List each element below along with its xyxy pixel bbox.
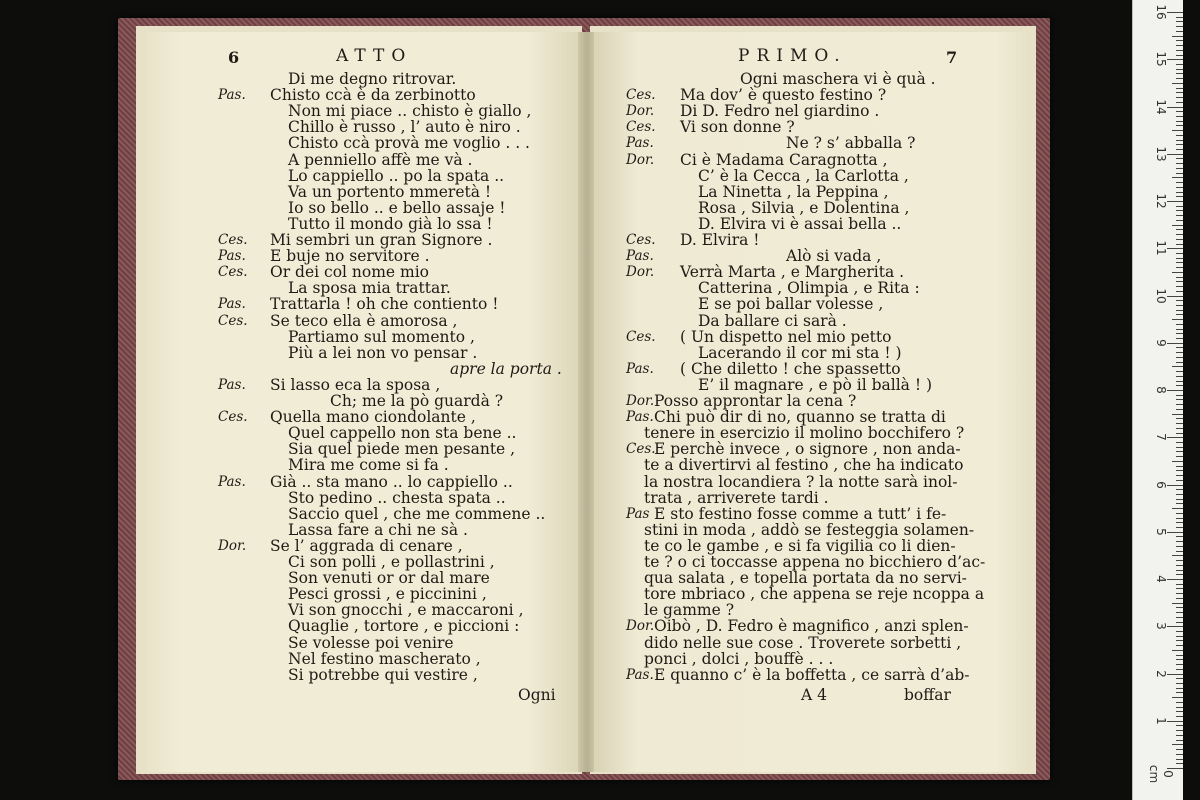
ruler-tick xyxy=(1176,404,1183,405)
ruler-tick xyxy=(1176,92,1183,93)
ruler-tick xyxy=(1176,494,1183,495)
text-line: Se volesse poi venire xyxy=(288,633,454,652)
text-line: Alò si vada , xyxy=(786,247,882,266)
speaker-label: Pas. xyxy=(218,473,246,490)
ruler-tick xyxy=(1176,381,1183,382)
ruler-tick xyxy=(1176,286,1183,287)
ruler-tick xyxy=(1176,669,1183,670)
text-line: Ogni maschera vi è quà . xyxy=(740,70,936,88)
ruler-tick xyxy=(1176,173,1183,174)
text-line: Son venuti or or dal mare xyxy=(288,569,490,588)
ruler-number: 16 xyxy=(1154,4,1168,20)
ruler-tick xyxy=(1176,347,1183,348)
ruler-tick xyxy=(1176,21,1183,22)
ruler-tick xyxy=(1176,73,1183,74)
text-line: E buje no servitore . xyxy=(270,247,430,266)
ruler-tick xyxy=(1176,754,1183,755)
speaker-label: Dor. xyxy=(626,151,655,168)
ruler-tick xyxy=(1176,664,1183,665)
ruler-tick xyxy=(1176,456,1183,457)
ruler-tick xyxy=(1176,593,1183,594)
ruler-tick xyxy=(1176,97,1183,98)
ruler-tick xyxy=(1176,470,1183,471)
ruler-tick xyxy=(1176,111,1183,112)
speaker-label: Ces. xyxy=(626,232,656,248)
ruler-tick xyxy=(1176,433,1183,434)
ruler-tick xyxy=(1176,55,1183,56)
text-line: E’ il magnare , e pò il ballà ! ) xyxy=(698,375,933,394)
ruler-tick xyxy=(1176,376,1183,377)
ruler-tick xyxy=(1176,702,1183,703)
text-line: tore mbriaco , che appena se reje ncoppa a xyxy=(644,585,985,604)
text-line: Quel cappello non sta bene .. xyxy=(288,424,517,443)
ruler-tick xyxy=(1176,598,1183,599)
ruler-tick xyxy=(1176,182,1183,183)
speaker-label: Ces. xyxy=(626,328,656,345)
text-line: Di me degno ritrovar. xyxy=(288,70,457,88)
text-line: ponci , dolci , bouffè . . . xyxy=(644,649,834,668)
ruler-tick xyxy=(1172,461,1183,462)
ruler-tick xyxy=(1176,466,1183,467)
ruler-tick xyxy=(1176,64,1183,65)
ruler-tick xyxy=(1176,574,1183,575)
ruler-tick xyxy=(1176,135,1183,136)
speaker-label: Ces. xyxy=(218,312,248,329)
catchword: Ogni xyxy=(518,686,556,704)
ruler-tick xyxy=(1176,102,1183,103)
ruler-tick xyxy=(1176,560,1183,561)
text-line: Mira me come si fa . xyxy=(288,456,449,475)
ruler-tick xyxy=(1176,451,1183,452)
text-line: Posso approntar la cena ? xyxy=(654,392,857,410)
ruler-tick xyxy=(1176,121,1183,122)
ruler-tick xyxy=(1172,177,1183,178)
text-line: dido nelle sue cose . Troverete sorbetti , xyxy=(644,633,962,652)
ruler-tick xyxy=(1176,149,1183,150)
ruler-tick xyxy=(1176,234,1183,235)
text-line: D. Elvira ! xyxy=(680,231,760,249)
speaker-label: Pas. xyxy=(626,666,654,683)
text-line: Tutto il mondo già lo ssa ! xyxy=(288,214,493,233)
ruler-tick xyxy=(1176,503,1183,504)
text-line: Non mi piace .. chisto è giallo , xyxy=(288,102,532,121)
ruler-number: 3 xyxy=(1154,622,1168,631)
speaker-label: Ces. xyxy=(218,409,248,426)
text-line: Pesci grossi , e piccinini , xyxy=(288,585,487,604)
ruler-tick xyxy=(1167,248,1183,249)
ruler-tick xyxy=(1167,674,1183,675)
ruler-tick xyxy=(1176,645,1183,646)
ruler-tick xyxy=(1176,291,1183,292)
text-line: Ch; me la pò guardà ? xyxy=(330,392,504,410)
ruler-tick xyxy=(1172,83,1183,84)
page-number: 7 xyxy=(946,48,958,67)
ruler-number: 13 xyxy=(1154,146,1168,162)
text-line: Si potrebbe qui vestire , xyxy=(288,665,478,684)
ruler-tick xyxy=(1176,730,1183,731)
ruler-tick xyxy=(1167,343,1183,344)
page-number: 6 xyxy=(228,48,240,67)
ruler-number: 1 xyxy=(1154,716,1168,725)
ruler-number: 12 xyxy=(1154,193,1168,209)
text-line: Saccio quel , che me commene .. xyxy=(288,504,546,523)
ruler-number: 14 xyxy=(1154,98,1168,115)
ruler-tick xyxy=(1176,640,1183,641)
ruler-tick xyxy=(1176,631,1183,632)
ruler-tick xyxy=(1176,314,1183,315)
ruler-tick xyxy=(1176,305,1183,306)
ruler-tick xyxy=(1176,442,1183,443)
ruler-tick xyxy=(1176,428,1183,429)
text-line: La Ninetta , la Peppina , xyxy=(698,182,889,201)
ruler-tick xyxy=(1172,508,1183,509)
text-line: E quanno c’ è la boffetta , ce sarrà d’ab- xyxy=(654,665,970,684)
ruler-tick xyxy=(1176,522,1183,523)
speaker-label: Pas. xyxy=(218,87,246,104)
ruler-tick xyxy=(1176,50,1183,51)
ruler-tick xyxy=(1176,324,1183,325)
text-line: Se l’ aggrada di cenare , xyxy=(270,536,463,555)
ruler-zero-label: 0 cm xyxy=(1147,764,1175,784)
ruler-tick xyxy=(1167,532,1183,533)
ruler-tick xyxy=(1176,659,1183,660)
ruler-tick xyxy=(1176,277,1183,278)
text-line: Lassa fare a chi ne sà . xyxy=(288,520,468,539)
text-line: Ci è Madama Caragnotta , xyxy=(680,150,888,169)
text-line: Mi sembri un gran Signore . xyxy=(270,231,493,249)
ruler-tick xyxy=(1176,607,1183,608)
ruler-tick xyxy=(1176,617,1183,618)
ruler-tick xyxy=(1176,253,1183,254)
text-line: Ma dov’ è questo festino ? xyxy=(680,86,887,105)
ruler-tick xyxy=(1167,626,1183,627)
ruler-tick xyxy=(1176,475,1183,476)
ruler-tick xyxy=(1172,414,1183,415)
speaker-label: Pas. xyxy=(626,135,654,152)
ruler-tick xyxy=(1176,395,1183,396)
ruler-tick xyxy=(1176,244,1183,245)
text-line: Ci son polli , e pollastrini , xyxy=(288,553,495,571)
ruler-tick xyxy=(1176,688,1183,689)
ruler-tick xyxy=(1176,763,1183,764)
text-line: Si lasso eca la sposa , xyxy=(270,375,441,394)
ruler-tick xyxy=(1176,88,1183,89)
ruler-tick xyxy=(1176,655,1183,656)
text-line: qua salata , e topella portata da no servi- xyxy=(644,569,967,588)
text-line: Verrà Marta , e Margherita . xyxy=(680,263,905,282)
text-line: Or dei col nome mio xyxy=(270,263,430,282)
ruler-tick xyxy=(1176,210,1183,211)
text-line: Partiamo sul momento , xyxy=(288,327,475,346)
ruler-tick xyxy=(1172,36,1183,37)
text-line: E sto festino fosse comme a tutt’ i fe- xyxy=(654,504,947,523)
ruler-tick xyxy=(1176,362,1183,363)
text-line: Trattarla ! oh che contiento ! xyxy=(270,295,499,314)
speaker-label: Dor. xyxy=(626,393,655,409)
ruler-tick xyxy=(1176,636,1183,637)
speaker-label: Dor. xyxy=(626,264,655,281)
text-line: apre la porta . xyxy=(450,359,562,378)
text-line: Quella mano ciondolante , xyxy=(270,408,476,427)
text-line: stini in moda , addò se festeggia solamen- xyxy=(644,520,975,539)
ruler-tick xyxy=(1176,399,1183,400)
text-line: Chillo è russo , l’ auto è niro . xyxy=(288,118,521,137)
text-line: E perchè invece , o signore , non anda- xyxy=(654,440,961,459)
signature-mark: A 4 xyxy=(801,686,827,704)
text-line: Se teco ella è amorosa , xyxy=(270,311,458,330)
ruler-tick xyxy=(1176,536,1183,537)
text-line: Da ballare ci sarà . xyxy=(698,311,847,330)
ruler-tick xyxy=(1176,258,1183,259)
ruler-tick xyxy=(1176,26,1183,27)
ruler-tick xyxy=(1172,697,1183,698)
ruler-tick xyxy=(1167,437,1183,438)
text-line: Lo cappiello .. po la spata .. xyxy=(288,166,505,185)
text-line: ( Che diletto ! che spassetto xyxy=(680,359,901,378)
ruler-tick xyxy=(1176,78,1183,79)
ruler-tick xyxy=(1176,740,1183,741)
ruler-tick xyxy=(1172,650,1183,651)
ruler-tick xyxy=(1167,59,1183,60)
ruler-tick xyxy=(1176,281,1183,282)
ruler-tick xyxy=(1176,447,1183,448)
ruler-tick xyxy=(1172,319,1183,320)
text-line: Va un portento mmeretà ! xyxy=(288,182,492,201)
text-line: Rosa , Silvia , e Dolentina , xyxy=(698,198,910,217)
speaker-label: Pas. xyxy=(626,248,654,265)
ruler-number: 7 xyxy=(1154,433,1168,442)
ruler-tick xyxy=(1167,721,1183,722)
ruler-tick xyxy=(1176,338,1183,339)
text-line: la nostra locandiera ? la notte sarà inol- xyxy=(644,472,958,491)
text-line: te a divertirvi al festino , che ha indicato xyxy=(644,456,964,475)
ruler-number: 8 xyxy=(1154,386,1168,394)
ruler-tick xyxy=(1176,371,1183,372)
ruler-tick xyxy=(1176,385,1183,386)
ruler-tick xyxy=(1176,622,1183,623)
ruler-tick xyxy=(1176,144,1183,145)
text-line: le gamme ? xyxy=(644,601,735,620)
ruler-tick xyxy=(1176,570,1183,571)
ruler-tick xyxy=(1176,735,1183,736)
ruler-tick xyxy=(1176,678,1183,679)
text-line: Chisto ccà è da zerbinotto xyxy=(270,86,476,105)
ruler-tick xyxy=(1176,125,1183,126)
text-line: Più a lei non vo pensar . xyxy=(288,343,478,362)
ruler-tick xyxy=(1176,168,1183,169)
ruler-number: 9 xyxy=(1154,338,1168,347)
text-line: Vi son gnocchi , e maccaroni , xyxy=(288,601,524,620)
ruler-tick xyxy=(1176,546,1183,547)
ruler-tick xyxy=(1176,707,1183,708)
text-line: E se poi ballar volesse , xyxy=(698,295,884,314)
ruler-tick xyxy=(1176,692,1183,693)
running-head: PRIMO. xyxy=(738,46,847,66)
ruler-tick xyxy=(1176,409,1183,410)
ruler-tick xyxy=(1176,711,1183,712)
text-line: tenere in esercizio il molino bocchifero ? xyxy=(644,424,965,443)
text-line: Chi può dir di no, quanno se tratta di xyxy=(654,408,946,427)
ruler-number: 6 xyxy=(1154,480,1168,489)
ruler-number: 10 xyxy=(1154,287,1168,304)
ruler-tick xyxy=(1167,485,1183,486)
ruler-tick xyxy=(1176,220,1183,221)
ruler-tick xyxy=(1176,423,1183,424)
ruler-tick xyxy=(1176,418,1183,419)
text-line: Ne ? s’ abballa ? xyxy=(786,134,916,153)
ruler-tick xyxy=(1167,12,1183,13)
text-line: ( Un dispetto nel mio petto xyxy=(680,327,892,346)
left-page xyxy=(146,32,580,772)
ruler-tick xyxy=(1176,192,1183,193)
ruler-number: 15 xyxy=(1154,51,1168,67)
ruler-tick xyxy=(1176,612,1183,613)
ruler-tick xyxy=(1176,69,1183,70)
ruler-tick xyxy=(1176,163,1183,164)
text-line: Già .. sta mano .. lo cappiello .. xyxy=(270,472,513,491)
ruler-tick xyxy=(1176,357,1183,358)
ruler-tick xyxy=(1176,518,1183,519)
ruler-tick xyxy=(1176,17,1183,18)
speaker-label: Ces. xyxy=(626,119,656,136)
ruler-number: 2 xyxy=(1154,669,1168,678)
ruler-tick xyxy=(1176,140,1183,141)
ruler-tick xyxy=(1176,551,1183,552)
text-line: Catterina , Olimpia , e Rita : xyxy=(698,279,920,298)
ruler-tick xyxy=(1176,527,1183,528)
text-line: C’ è la Cecca , la Carlotta , xyxy=(698,166,909,185)
ruler-tick xyxy=(1167,768,1183,769)
ruler-tick xyxy=(1176,499,1183,500)
ruler-tick xyxy=(1167,296,1183,297)
text-line: Io so bello .. e bello assaje ! xyxy=(288,198,506,217)
ruler-tick xyxy=(1176,187,1183,188)
text-line: La sposa mia trattar. xyxy=(288,279,451,298)
speaker-label: Ces. xyxy=(218,232,248,248)
ruler-tick xyxy=(1176,329,1183,330)
ruler-tick xyxy=(1176,352,1183,353)
ruler-tick xyxy=(1176,31,1183,32)
text-line: te ? o ci toccasse appena no bicchiero d’ac- xyxy=(644,553,986,571)
ruler-tick xyxy=(1176,158,1183,159)
text-line: A penniello affè me và . xyxy=(288,150,473,169)
running-head: ATTO xyxy=(336,46,413,66)
ruler-tick xyxy=(1176,480,1183,481)
speaker-label: Pas xyxy=(626,505,650,522)
ruler-tick xyxy=(1176,716,1183,717)
catchword: boffar xyxy=(904,686,951,704)
ruler-tick xyxy=(1176,333,1183,334)
ruler-tick xyxy=(1176,262,1183,263)
speaker-label: Pas. xyxy=(626,360,654,377)
ruler-tick xyxy=(1167,154,1183,155)
ruler-tick xyxy=(1172,225,1183,226)
text-line: Sto pedino .. chesta spata .. xyxy=(288,488,506,507)
ruler-tick xyxy=(1176,267,1183,268)
speaker-label: Dor. xyxy=(626,618,655,635)
ruler-tick xyxy=(1176,513,1183,514)
measuring-ruler xyxy=(1132,0,1183,800)
ruler-tick xyxy=(1172,603,1183,604)
ruler-tick xyxy=(1167,390,1183,391)
text-line: te co le gambe , e si fa vigilia co li dien- xyxy=(644,536,956,555)
speaker-label: Pas. xyxy=(218,248,246,265)
right-page xyxy=(594,32,1030,772)
speaker-label: Ces. xyxy=(626,87,656,104)
ruler-tick xyxy=(1172,272,1183,273)
ruler-tick xyxy=(1176,565,1183,566)
ruler-tick xyxy=(1176,215,1183,216)
text-line: Chisto ccà provà me voglio . . . xyxy=(288,134,530,153)
text-line: Sia quel piede men pesante , xyxy=(288,440,516,459)
ruler-tick xyxy=(1176,40,1183,41)
speaker-label: Ces. xyxy=(626,441,656,458)
ruler-tick xyxy=(1167,579,1183,580)
ruler-tick xyxy=(1176,683,1183,684)
ruler-number: 5 xyxy=(1154,527,1168,536)
ruler-tick xyxy=(1176,759,1183,760)
text-line: D. Elvira vi è assai bella .. xyxy=(698,214,902,233)
ruler-tick xyxy=(1176,45,1183,46)
ruler-tick xyxy=(1176,489,1183,490)
ruler-tick xyxy=(1176,749,1183,750)
ruler-tick xyxy=(1176,229,1183,230)
ruler-tick xyxy=(1176,541,1183,542)
text-line: Quaglie , tortore , e piccioni : xyxy=(288,617,520,636)
ruler-tick xyxy=(1176,116,1183,117)
ruler-tick xyxy=(1176,206,1183,207)
ruler-tick xyxy=(1167,201,1183,202)
speaker-label: Pas. xyxy=(626,409,654,426)
ruler-tick xyxy=(1167,107,1183,108)
ruler-tick xyxy=(1176,310,1183,311)
speaker-label: Ces. xyxy=(218,264,248,281)
text-line: Vi son donne ? xyxy=(680,118,795,137)
ruler-tick xyxy=(1172,744,1183,745)
ruler-tick xyxy=(1176,300,1183,301)
ruler-tick xyxy=(1172,555,1183,556)
ruler-tick xyxy=(1176,239,1183,240)
ruler-tick xyxy=(1176,584,1183,585)
ruler-tick xyxy=(1172,130,1183,131)
ruler-tick xyxy=(1172,366,1183,367)
ruler-tick xyxy=(1176,588,1183,589)
speaker-label: Pas. xyxy=(218,376,246,393)
speaker-label: Dor. xyxy=(626,103,655,120)
text-line: Lacerando il cor mi sta ! ) xyxy=(698,343,902,362)
ruler-number: 11 xyxy=(1154,240,1168,256)
text-line: trata , arriverete tardi . xyxy=(644,488,829,507)
text-line: Nel festino mascherato , xyxy=(288,649,481,668)
text-line: Di D. Fedro nel giardino . xyxy=(680,102,880,121)
speaker-label: Pas. xyxy=(218,296,246,313)
ruler-tick xyxy=(1176,196,1183,197)
ruler-tick xyxy=(1176,725,1183,726)
text-line: Oibò , D. Fedro è magnifico , anzi splen- xyxy=(654,617,969,636)
speaker-label: Dor. xyxy=(218,537,247,554)
ruler-number: 4 xyxy=(1154,575,1168,583)
